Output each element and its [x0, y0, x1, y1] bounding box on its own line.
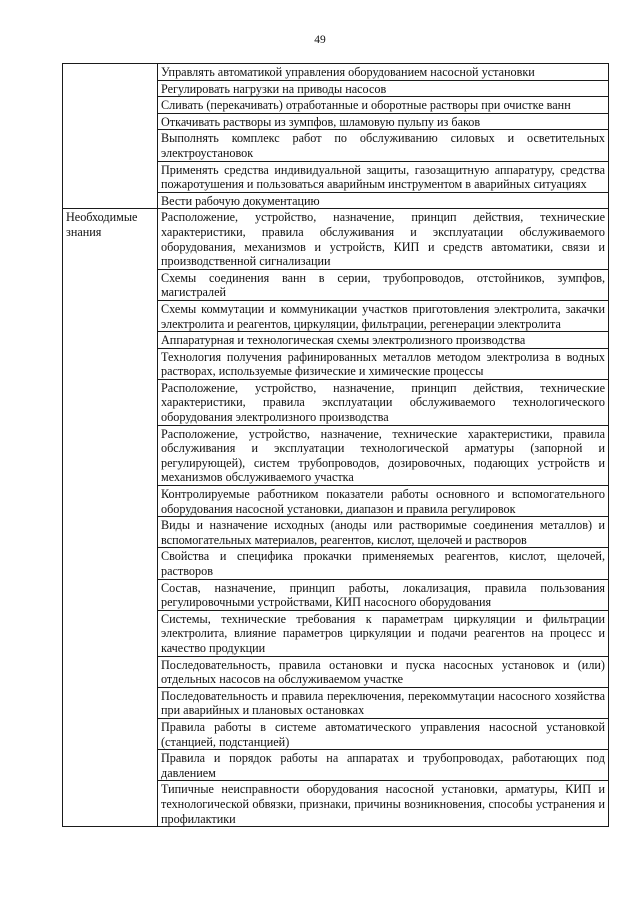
- table-row: [63, 209, 609, 269]
- skills-knowledge-table: [62, 63, 609, 827]
- table-cell-item: Правила и порядок работы на аппаратах и трубопроводах, работающих под давлением: [158, 750, 609, 781]
- table-cell-item: Схемы коммутации и коммуникации участков приготовления электролита, закачки электролита и реагентов, циркуляции, фильтрации, регенерации электролита: [158, 300, 609, 331]
- table-row: [63, 64, 609, 81]
- table-cell-item: Расположение, устройство, назначение, принцип действия, технические характеристики, правила эксплуатации обслуживаемого технологического оборудования электролизного производства: [158, 379, 609, 425]
- table-cell-item: Системы, технические требования к параметрам циркуляции и фильтрации электролита, влияние параметров циркуляции и подачи реагентов на процесс и качество продукции: [158, 610, 609, 656]
- table-cell-item: Схемы соединения ванн в серии, трубопроводов, отстойников, зумпфов, магистралей: [158, 269, 609, 300]
- table-cell-item: Применять средства индивидуальной защиты, газозащитную аппаратуру, средства пожаротушения и пользоваться аварийным инструментом в аварийных ситуациях: [158, 161, 609, 192]
- table-cell-item: Правила работы в системе автоматического управления насосной установкой (станцией, подстанцией): [158, 718, 609, 749]
- table-cell-item: Последовательность, правила остановки и пуска насосных установок и (или) отдельных насосов на обслуживаемом участке: [158, 656, 609, 687]
- page-number: 49: [314, 34, 326, 46]
- table-cell-item: Сливать (перекачивать) отработанные и оборотные растворы при очистке ванн: [158, 97, 609, 114]
- table-cell-item: Расположение, устройство, назначение, технические характеристики, правила обслуживания и эксплуатации технологической арматуры (запорной и регулирующей), систем трубопроводов, дозировочных, подающих устройств и механизмов обслуживаемого участка: [158, 425, 609, 485]
- row-group-label-line: знания: [66, 224, 102, 239]
- table-cell-item: Выполнять комплекс работ по обслуживанию силовых и осветительных электроустановок: [158, 130, 609, 161]
- table-cell-item: Расположение, устройство, назначение, принцип действия, технические характеристики, правила обслуживания и эксплуатации обслуживаемого оборудования, механизмов и устройств, КИП и средств автоматики, связи и производственной сигнализации: [158, 209, 609, 269]
- table-cell-item: Типичные неисправности оборудования насосной установки, арматуры, КИП и технологической обвязки, признаки, причины возникновения, способы устранения и профилактики: [158, 781, 609, 827]
- table-cell-item: Регулировать нагрузки на приводы насосов: [158, 80, 609, 97]
- table-body: [63, 64, 609, 827]
- row-group-label-line: Необходимые: [66, 210, 138, 225]
- table-cell-item: Состав, назначение, принцип работы, локализация, правила пользования регулировочными устройствами, КИП насосного оборудования: [158, 579, 609, 610]
- table-cell-item: Свойства и специфика прокачки применяемых реагентов, кислот, щелочей, растворов: [158, 548, 609, 579]
- table-cell-item: Откачивать растворы из зумпфов, шламовую пульпу из баков: [158, 113, 609, 130]
- table-cell-item: Последовательность и правила переключения, перекоммутации насосного хозяйства при аварийных и плановых остановках: [158, 687, 609, 718]
- table-cell-item: Контролируемые работником показатели работы основного и вспомогательного оборудования насосной установки, диапазон и правила регулировок: [158, 486, 609, 517]
- row-group-label: [63, 64, 158, 209]
- table-cell-item: Технология получения рафинированных металлов методом электролиза в водных растворах, используемые физические и химические процессы: [158, 348, 609, 379]
- row-group-label: [63, 209, 158, 827]
- table-cell-item: Управлять автоматикой управления оборудованием насосной установки: [158, 64, 609, 81]
- table-cell-item: Вести рабочую документацию: [158, 192, 609, 209]
- table-cell-item: Аппаратурная и технологическая схемы электролизного производства: [158, 332, 609, 349]
- table-cell-item: Виды и назначение исходных (аноды или растворимые соединения металлов) и вспомогательных материалов, реагентов, кислот, щелочей и растворов: [158, 517, 609, 548]
